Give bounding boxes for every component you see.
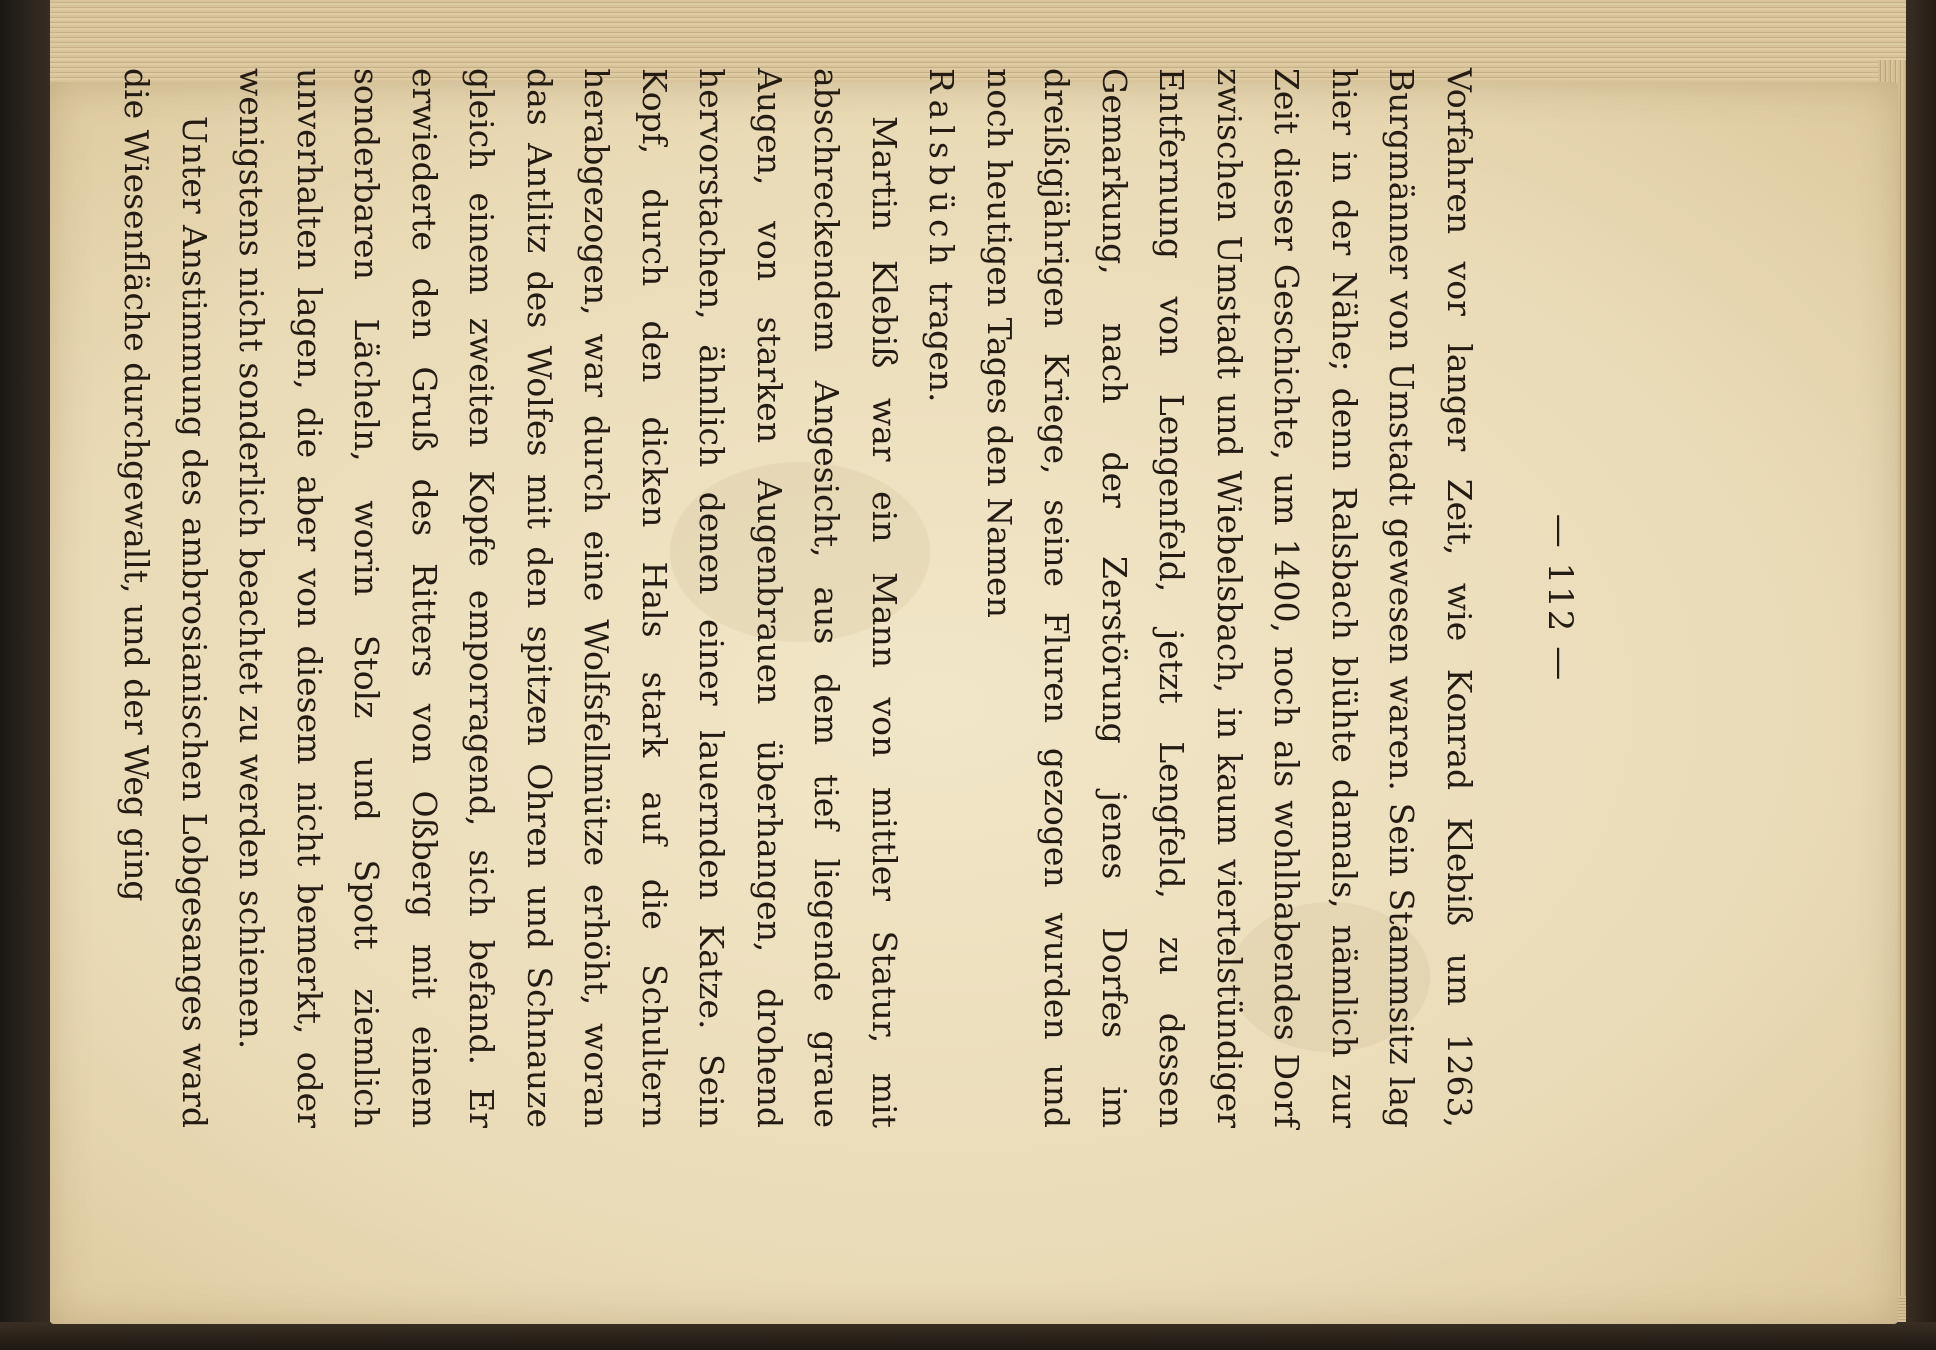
paragraph-1: Vorfahren vor langer Zeit, wie Konrad Klebiß um 1263, Burgmänner von Umstadt gewesen waren. Sein Stammsitz lag hier in der Nähe; denn Ralsbach blühte damals, nämlich zur Zeit dieser Geschichte, um 1400, noch als wohlhabendes Dorf zwischen Umstadt und Wiebelsbach, in kaum viertelstündiger Entfernung von Lengenfeld, jetzt Lengfeld, zu dessen Gemarkung, nach der Zerstörung jenes Dorfes im dreißigjährigen Kriege, seine Fluren gezogen wurden und noch heutigen Tages den Namen [980, 68, 1479, 1128]
paragraph-3: Martin Klebiß war ein Mann von mittler Statur, mit abschreckendem Angesicht, aus dem tief liegende graue Augen, von starken Augenbrauen überhangen, drohend hervorstachen, ähnlich denen einer lauernden Katze. Sein Kopf, durch den dicken Hals stark auf die Schultern herabgezogen, war durch eine Wolfsfellmütze erhöht, woran das Antlitz des Wolfes mit den spitzen Ohren und Schnauze gleich einem zweiten Kopfe emporragend, sich befand. Er erwiederte den Gruß des Ritters von Oßberg mit einem sonderbaren Lächeln, worin Stolz und Spott ziemlich unverhalten lagen, die aber von diesem nicht bemerkt, oder wenigstens nicht sonderlich beachtet zu werden schienen. [232, 68, 904, 1128]
book-cover-bottom [0, 1322, 1936, 1350]
paragraph-4: Unter Anstimmung des ambrosianischen Lobgesanges ward die Wiesenfläche durchgewallt, und der Weg ging [117, 68, 214, 1128]
book-binding-right [1906, 0, 1936, 1350]
rotated-text-block [117, 68, 1580, 1128]
spaced-place-name: Ralsbüch [922, 68, 962, 271]
page-number: — 112 — [1540, 513, 1580, 683]
page-body-text [108, 68, 1488, 1128]
paragraph-2 [913, 68, 971, 1128]
paragraph-2-text: tragen. [922, 270, 962, 403]
